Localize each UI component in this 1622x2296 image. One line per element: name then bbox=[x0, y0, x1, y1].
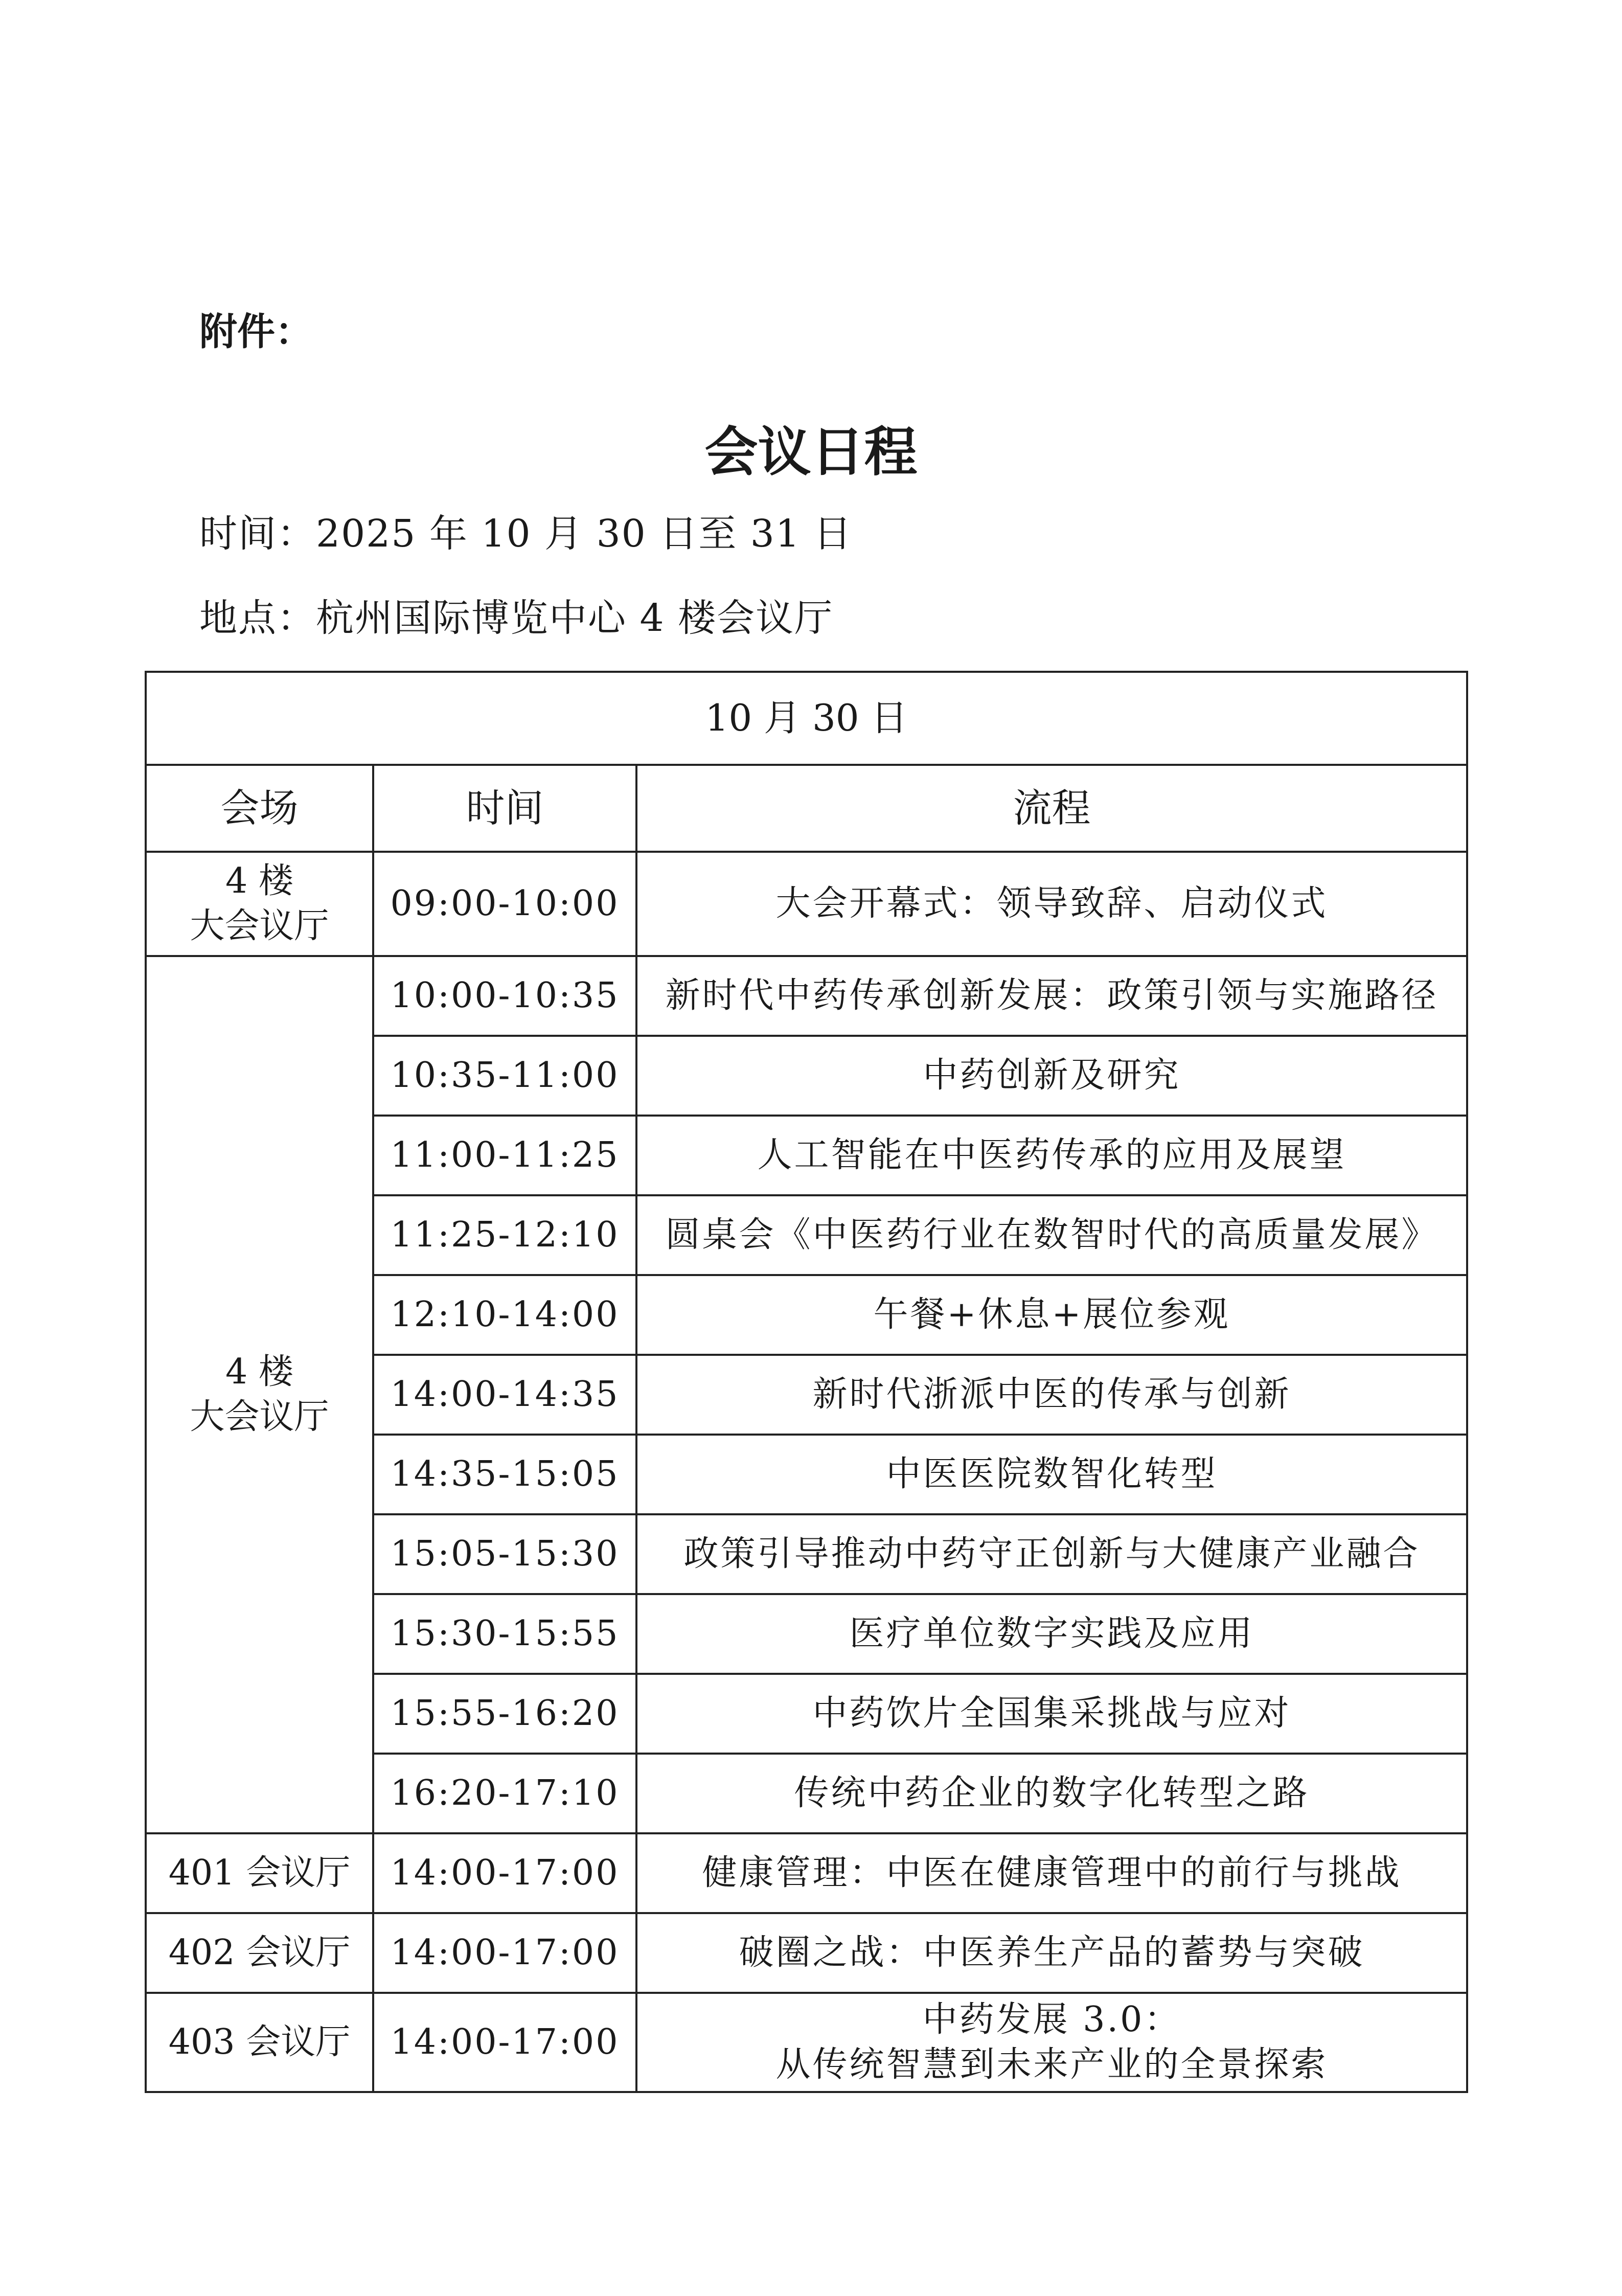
venue-line: 大会议厅 bbox=[190, 1397, 329, 1437]
agenda-cell: 中药创新及研究 bbox=[636, 1036, 1467, 1116]
venue-line: 4 楼 bbox=[225, 860, 293, 901]
time-cell: 11:00-11:25 bbox=[373, 1116, 636, 1195]
agenda-cell: 圆桌会《中医药行业在数智时代的高质量发展》 bbox=[636, 1195, 1467, 1275]
time-cell: 09:00-10:00 bbox=[373, 852, 636, 956]
meeting-place: 地点：杭州国际博览中心 4 楼会议厅 bbox=[199, 596, 834, 640]
attachment-label: 附件： bbox=[199, 310, 313, 354]
time-cell: 14:00-14:35 bbox=[373, 1355, 636, 1435]
time-cell: 14:00-17:00 bbox=[373, 1993, 636, 2092]
header-row bbox=[146, 765, 1467, 852]
schedule-table bbox=[145, 671, 1468, 2093]
agenda-cell: 新时代中药传承创新发展：政策引领与实施路径 bbox=[636, 956, 1467, 1036]
venue-line: 4 楼 bbox=[225, 1351, 293, 1392]
time-cell: 10:00-10:35 bbox=[373, 956, 636, 1036]
agenda-cell: 人工智能在中医药传承的应用及展望 bbox=[636, 1116, 1467, 1195]
header-time: 时间 bbox=[373, 765, 636, 852]
time-cell: 14:00-17:00 bbox=[373, 1913, 636, 1993]
time-cell: 15:30-15:55 bbox=[373, 1594, 636, 1674]
agenda-cell: 中医医院数智化转型 bbox=[636, 1435, 1467, 1514]
agenda-cell: 传统中药企业的数字化转型之路 bbox=[636, 1754, 1467, 1833]
venue-cell bbox=[146, 852, 373, 956]
time-cell: 12:10-14:00 bbox=[373, 1275, 636, 1355]
header-agenda: 流程 bbox=[636, 765, 1467, 852]
table-row bbox=[146, 956, 1467, 1036]
agenda-cell: 大会开幕式：领导致辞、启动仪式 bbox=[636, 852, 1467, 956]
meeting-time: 时间：2025 年 10 月 30 日至 31 日 bbox=[199, 512, 853, 556]
time-cell: 15:55-16:20 bbox=[373, 1674, 636, 1754]
agenda-cell: 健康管理：中医在健康管理中的前行与挑战 bbox=[636, 1833, 1467, 1913]
agenda-cell bbox=[636, 1993, 1467, 2092]
time-cell: 14:00-17:00 bbox=[373, 1833, 636, 1913]
table-row bbox=[146, 852, 1467, 956]
time-cell: 15:05-15:30 bbox=[373, 1514, 636, 1594]
table-row bbox=[146, 1993, 1467, 2092]
venue-cell: 401 会议厅 bbox=[146, 1833, 373, 1913]
agenda-cell: 破圈之战：中医养生产品的蓄势与突破 bbox=[636, 1913, 1467, 1993]
header-venue: 会场 bbox=[146, 765, 373, 852]
table-row bbox=[146, 1833, 1467, 1913]
agenda-line: 中药发展 3.0： bbox=[922, 1999, 1181, 2040]
page-title: 会议日程 bbox=[704, 421, 918, 483]
agenda-cell: 政策引导推动中药守正创新与大健康产业融合 bbox=[636, 1514, 1467, 1594]
date-row bbox=[146, 672, 1467, 765]
agenda-cell: 中药饮片全国集采挑战与应对 bbox=[636, 1674, 1467, 1754]
time-cell: 10:35-11:00 bbox=[373, 1036, 636, 1116]
table-date: 10 月 30 日 bbox=[146, 672, 1467, 765]
agenda-line: 从传统智慧到未来产业的全景探索 bbox=[775, 2044, 1328, 2085]
agenda-cell: 午餐+休息+展位参观 bbox=[636, 1275, 1467, 1355]
time-cell: 14:35-15:05 bbox=[373, 1435, 636, 1514]
venue-cell: 403 会议厅 bbox=[146, 1993, 373, 2092]
venue-line: 大会议厅 bbox=[190, 906, 329, 946]
venue-cell bbox=[146, 956, 373, 1833]
agenda-cell: 新时代浙派中医的传承与创新 bbox=[636, 1355, 1467, 1435]
time-cell: 11:25-12:10 bbox=[373, 1195, 636, 1275]
time-cell: 16:20-17:10 bbox=[373, 1754, 636, 1833]
table-row bbox=[146, 1913, 1467, 1993]
agenda-cell: 医疗单位数字实践及应用 bbox=[636, 1594, 1467, 1674]
venue-cell: 402 会议厅 bbox=[146, 1913, 373, 1993]
